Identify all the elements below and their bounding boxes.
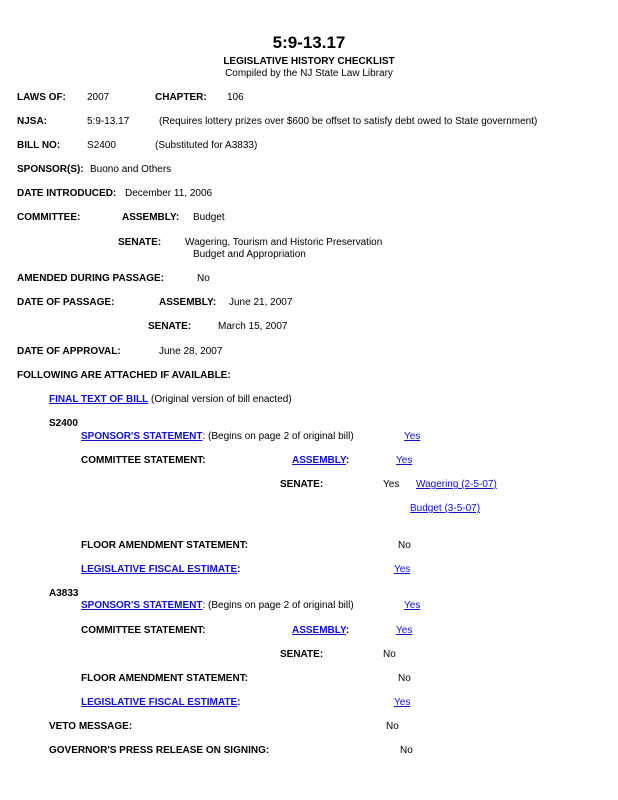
final-text-row xyxy=(49,394,292,406)
s2400-sponsor-statement-yes-link[interactable]: Yes xyxy=(404,431,421,442)
a3833-heading: A3833 xyxy=(49,588,79,599)
a3833-floor-amendment-label: FLOOR AMENDMENT STATEMENT: xyxy=(81,673,249,684)
passage-assembly-label: ASSEMBLY: xyxy=(159,297,217,308)
a3833-assembly-yes-link[interactable]: Yes xyxy=(396,625,413,636)
s2400-senate-wagering-link[interactable]: Wagering (2-5-07) xyxy=(416,479,497,490)
committee-label: COMMITTEE: xyxy=(17,212,81,223)
committee-assembly-label: ASSEMBLY: xyxy=(122,212,180,223)
bill-no-note: (Substituted for A3833) xyxy=(155,140,258,151)
a3833-assembly-link[interactable]: ASSEMBLY xyxy=(292,625,346,636)
compiled-by: Compiled by the NJ State Law Library xyxy=(225,68,393,79)
a3833-sponsor-statement-row xyxy=(81,600,354,612)
approval-value: June 28, 2007 xyxy=(159,346,223,357)
a3833-assembly-row xyxy=(292,625,349,637)
s2400-sponsor-statement-row xyxy=(81,431,354,443)
njsa-note: (Requires lottery prizes over $600 be offset to satisfy debt owed to State government) xyxy=(159,116,538,127)
laws-of-label: LAWS OF: xyxy=(17,92,66,103)
s2400-fiscal-estimate-row xyxy=(81,564,240,576)
passage-senate-label: SENATE: xyxy=(148,321,192,332)
chapter-label: CHAPTER: xyxy=(155,92,207,103)
s2400-floor-amendment-label: FLOOR AMENDMENT STATEMENT: xyxy=(81,540,249,551)
s2400-fiscal-estimate-colon: : xyxy=(237,564,241,575)
page-title: 5:9-13.17 xyxy=(272,33,346,52)
sponsors-value: Buono and Others xyxy=(90,164,172,175)
s2400-sponsor-statement-link[interactable]: SPONSOR'S STATEMENT xyxy=(81,431,203,442)
s2400-floor-amendment-value: No xyxy=(398,540,411,551)
veto-message-value: No xyxy=(386,721,399,732)
press-release-label: GOVERNOR'S PRESS RELEASE ON SIGNING: xyxy=(49,745,270,756)
sponsors-label: SPONSOR(S): xyxy=(17,164,84,175)
s2400-senate-budget-link[interactable]: Budget (3-5-07) xyxy=(410,503,481,514)
s2400-fiscal-estimate-yes-link[interactable]: Yes xyxy=(394,564,411,575)
a3833-assembly-colon: : xyxy=(345,625,350,636)
s2400-assembly-link[interactable]: ASSEMBLY xyxy=(292,455,346,466)
passage-senate-value: March 15, 2007 xyxy=(218,321,288,332)
committee-senate-label: SENATE: xyxy=(118,237,162,248)
press-release-value: No xyxy=(400,745,413,756)
s2400-senate-label: SENATE: xyxy=(280,479,324,490)
final-text-note: (Original version of bill enacted) xyxy=(151,394,292,405)
a3833-floor-amendment-value: No xyxy=(398,673,411,684)
s2400-fiscal-estimate-link[interactable]: LEGISLATIVE FISCAL ESTIMATE xyxy=(81,564,238,575)
njsa-value: 5:9-13.17 xyxy=(87,116,130,127)
s2400-assembly-colon: : xyxy=(345,455,350,466)
njsa-label: NJSA: xyxy=(17,116,48,127)
attached-heading: FOLLOWING ARE ATTACHED IF AVAILABLE: xyxy=(17,370,231,381)
s2400-sponsor-statement-note: : (Begins on page 2 of original bill) xyxy=(202,431,354,442)
committee-assembly-value: Budget xyxy=(193,212,225,223)
s2400-committee-statement-label: COMMITTEE STATEMENT: xyxy=(81,455,206,466)
amended-label: AMENDED DURING PASSAGE: xyxy=(17,273,165,284)
laws-of-value: 2007 xyxy=(87,92,110,103)
a3833-fiscal-estimate-yes-link[interactable]: Yes xyxy=(394,697,411,708)
passage-label: DATE OF PASSAGE: xyxy=(17,297,115,308)
committee-senate-value-1: Wagering, Tourism and Historic Preservation xyxy=(185,237,383,248)
a3833-committee-statement-label: COMMITTEE STATEMENT: xyxy=(81,625,206,636)
a3833-fiscal-estimate-link[interactable]: LEGISLATIVE FISCAL ESTIMATE xyxy=(81,697,238,708)
chapter-value: 106 xyxy=(227,92,244,103)
a3833-senate-value: No xyxy=(383,649,396,660)
bill-no-value: S2400 xyxy=(87,140,116,151)
veto-message-label: VETO MESSAGE: xyxy=(49,721,133,732)
date-introduced-value: December 11, 2006 xyxy=(125,188,213,199)
s2400-senate-value: Yes xyxy=(383,479,400,490)
a3833-senate-label: SENATE: xyxy=(280,649,324,660)
a3833-fiscal-estimate-colon: : xyxy=(237,697,241,708)
s2400-heading: S2400 xyxy=(49,418,78,429)
approval-label: DATE OF APPROVAL: xyxy=(17,346,121,357)
s2400-assembly-yes-link[interactable]: Yes xyxy=(396,455,413,466)
amended-value: No xyxy=(197,273,210,284)
a3833-sponsor-statement-note: : (Begins on page 2 of original bill) xyxy=(202,600,354,611)
a3833-sponsor-statement-yes-link[interactable]: Yes xyxy=(404,600,421,611)
a3833-fiscal-estimate-row xyxy=(81,697,240,709)
s2400-assembly-row xyxy=(292,455,349,467)
checklist-subtitle: LEGISLATIVE HISTORY CHECKLIST xyxy=(223,56,395,67)
committee-senate-value-2: Budget and Appropriation xyxy=(193,249,306,260)
bill-no-label: BILL NO: xyxy=(17,140,61,151)
a3833-sponsor-statement-link[interactable]: SPONSOR'S STATEMENT xyxy=(81,600,203,611)
passage-assembly-value: June 21, 2007 xyxy=(229,297,293,308)
final-text-link[interactable]: FINAL TEXT OF BILL xyxy=(49,394,149,405)
date-introduced-label: DATE INTRODUCED: xyxy=(17,188,117,199)
